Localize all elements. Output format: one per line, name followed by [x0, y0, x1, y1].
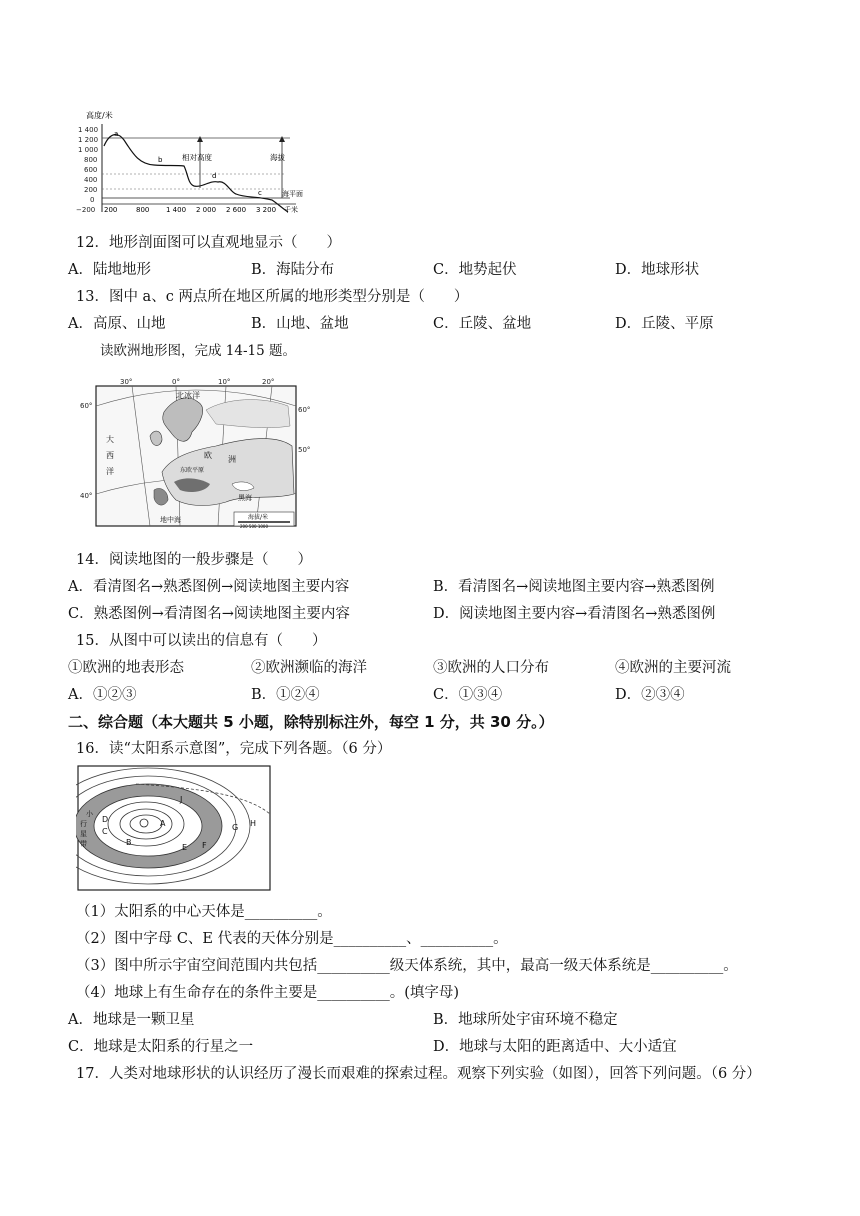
q15-item-2: ②欧洲濒临的海洋: [251, 660, 367, 676]
label-a: A: [160, 819, 166, 828]
q15-item-1: ①欧洲的地表形态: [68, 660, 184, 676]
q15-option-a: A．①②③: [68, 687, 137, 703]
x-tick: 200: [104, 206, 118, 214]
lat-label-right: 60°: [298, 406, 311, 414]
label-d: D: [102, 815, 109, 824]
belt-char: 带: [80, 840, 87, 848]
europe-map-svg: [76, 376, 320, 536]
terrain-profile-figure: [76, 108, 306, 218]
label-f: F: [202, 841, 207, 850]
map-legend-title: 海拔/米: [248, 514, 269, 521]
x-tick: 800: [136, 206, 150, 214]
y-tick: 400: [84, 176, 98, 184]
y-tick: 1 400: [78, 126, 99, 134]
lat-label: 40°: [80, 492, 93, 500]
place-black-sea: 黑海: [238, 494, 252, 502]
annot-altitude: 海拔: [270, 153, 285, 162]
belt-char: 星: [80, 830, 87, 838]
q16-option-a: A．地球是一颗卫星: [68, 1012, 195, 1028]
q16-option-c: C．地球是太阳系的行星之一: [68, 1039, 254, 1055]
q16-stem: 16．读“太阳系示意图”，完成下列各题。（6 分）: [76, 741, 392, 757]
place-europe-1: 欧: [204, 451, 212, 460]
x-tick: 2 000: [196, 206, 217, 214]
y-tick: 1 000: [78, 146, 99, 154]
q15-option-c: C．①③④: [433, 687, 503, 703]
q16-sub4: （4）地球上有生命存在的条件主要是__________。(填字母): [76, 985, 460, 1001]
q16-option-d: D．地球与太阳的距离适中、大小适宜: [433, 1039, 677, 1055]
belt-char: 行: [80, 820, 87, 828]
q14-stem: 14．阅读地图的一般步骤是（ ）: [76, 552, 312, 568]
q14-option-a: A．看清图名→熟悉图例→阅读地图主要内容: [68, 579, 350, 595]
q16-sub2: （2）图中字母 C、E 代表的天体分别是__________、__________。: [76, 931, 508, 947]
x-tick: 3 200: [256, 206, 277, 214]
x-unit: 千米: [284, 206, 298, 214]
q14-option-d: D．阅读地图主要内容→看清图名→熟悉图例: [433, 606, 716, 622]
q12-option-c: C．地势起伏: [433, 262, 517, 278]
place-atlantic-1: 大: [106, 435, 114, 444]
y-tick: 1 200: [78, 136, 99, 144]
terrain-profile-svg: [76, 108, 306, 218]
annot-sea-level: 海平面: [282, 190, 303, 198]
label-g: G: [232, 823, 239, 832]
annot-relative-height: 相对高度: [182, 153, 212, 162]
q12-option-d: D．地球形状: [615, 262, 700, 278]
point-label-d: d: [212, 172, 217, 180]
place-east-european-plain: 东欧平原: [180, 467, 205, 474]
point-label-c: c: [258, 189, 262, 197]
section-2-title: 二、综合题（本大题共 5 小题，除特别标注外，每空 1 分，共 30 分。）: [68, 713, 554, 731]
y-tick: 800: [84, 156, 98, 164]
lon-label: 20°: [262, 378, 275, 386]
q16-sub1: （1）太阳系的中心天体是__________。: [76, 904, 332, 920]
y-tick: −200: [76, 206, 96, 214]
q12-stem: 12．地形剖面图可以直观地显示（ ）: [76, 235, 341, 251]
point-label-a: a: [114, 130, 119, 138]
q15-option-d: D．②③④: [615, 687, 685, 703]
q17-stem: 17．人类对地球形状的认识经历了漫长而艰难的探索过程。观察下列实验（如图），回答下列问题。（6 分）: [76, 1066, 761, 1082]
label-j: J: [180, 795, 183, 804]
q15-stem: 15．从图中可以读出的信息有（ ）: [76, 633, 327, 649]
q15-option-b: B．①②④: [251, 687, 320, 703]
belt-char: 小: [86, 810, 93, 818]
lat-label-right: 50°: [298, 446, 311, 454]
lon-label: 0°: [172, 378, 180, 386]
y-tick: 600: [84, 166, 98, 174]
sun-icon: [140, 819, 148, 827]
q15-item-4: ④欧洲的主要河流: [615, 660, 731, 676]
map-legend-ticks: 200 500 1000: [240, 524, 268, 529]
q13-option-c: C．丘陵、盆地: [433, 316, 532, 332]
label-e: E: [182, 843, 188, 852]
place-atlantic-2: 西: [106, 451, 114, 460]
q12-option-a: A．陆地地形: [68, 262, 151, 278]
label-c: C: [102, 827, 108, 836]
q12-option-b: B．海陆分布: [251, 262, 335, 278]
place-arctic-ocean: 北冰洋: [176, 391, 200, 400]
q13-stem: 13．图中 a、c 两点所在地区所属的地形类型分别是（ ）: [76, 289, 469, 305]
europe-map-figure: [76, 376, 320, 536]
q14-option-b: B．看清图名→阅读地图主要内容→熟悉图例: [433, 579, 715, 595]
q13-option-b: B．山地、盆地: [251, 316, 349, 332]
solar-system-svg: [76, 764, 272, 892]
profile-y-title: 高度/米: [86, 111, 113, 120]
place-mediterranean: 地中海: [160, 516, 181, 524]
q15-item-3: ③欧洲的人口分布: [433, 660, 549, 676]
q16-option-b: B．地球所处宇宙环境不稳定: [433, 1012, 618, 1028]
solar-system-figure: [76, 764, 272, 892]
europe-intro: 读欧洲地形图，完成 14-15 题。: [100, 343, 297, 359]
q16-sub3: （3）图中所示宇宙空间范围内共包括__________级天体系统，其中，最高一级天体系统是__________。: [76, 958, 738, 974]
lat-label: 60°: [80, 402, 93, 410]
q14-option-c: C．熟悉图例→看清图名→阅读地图主要内容: [68, 606, 350, 622]
q13-option-d: D．丘陵、平原: [615, 316, 714, 332]
point-label-b: b: [158, 156, 163, 164]
label-h: H: [250, 819, 257, 828]
lon-label: 10°: [218, 378, 231, 386]
y-tick: 200: [84, 186, 98, 194]
x-tick: 2 600: [226, 206, 247, 214]
label-b: B: [126, 838, 132, 847]
place-atlantic-3: 洋: [106, 467, 114, 476]
place-europe-2: 洲: [228, 455, 236, 464]
q13-option-a: A．高原、山地: [68, 316, 166, 332]
y-tick: 0: [90, 196, 95, 204]
lon-label: 30°: [120, 378, 133, 386]
x-tick: 1 400: [166, 206, 187, 214]
